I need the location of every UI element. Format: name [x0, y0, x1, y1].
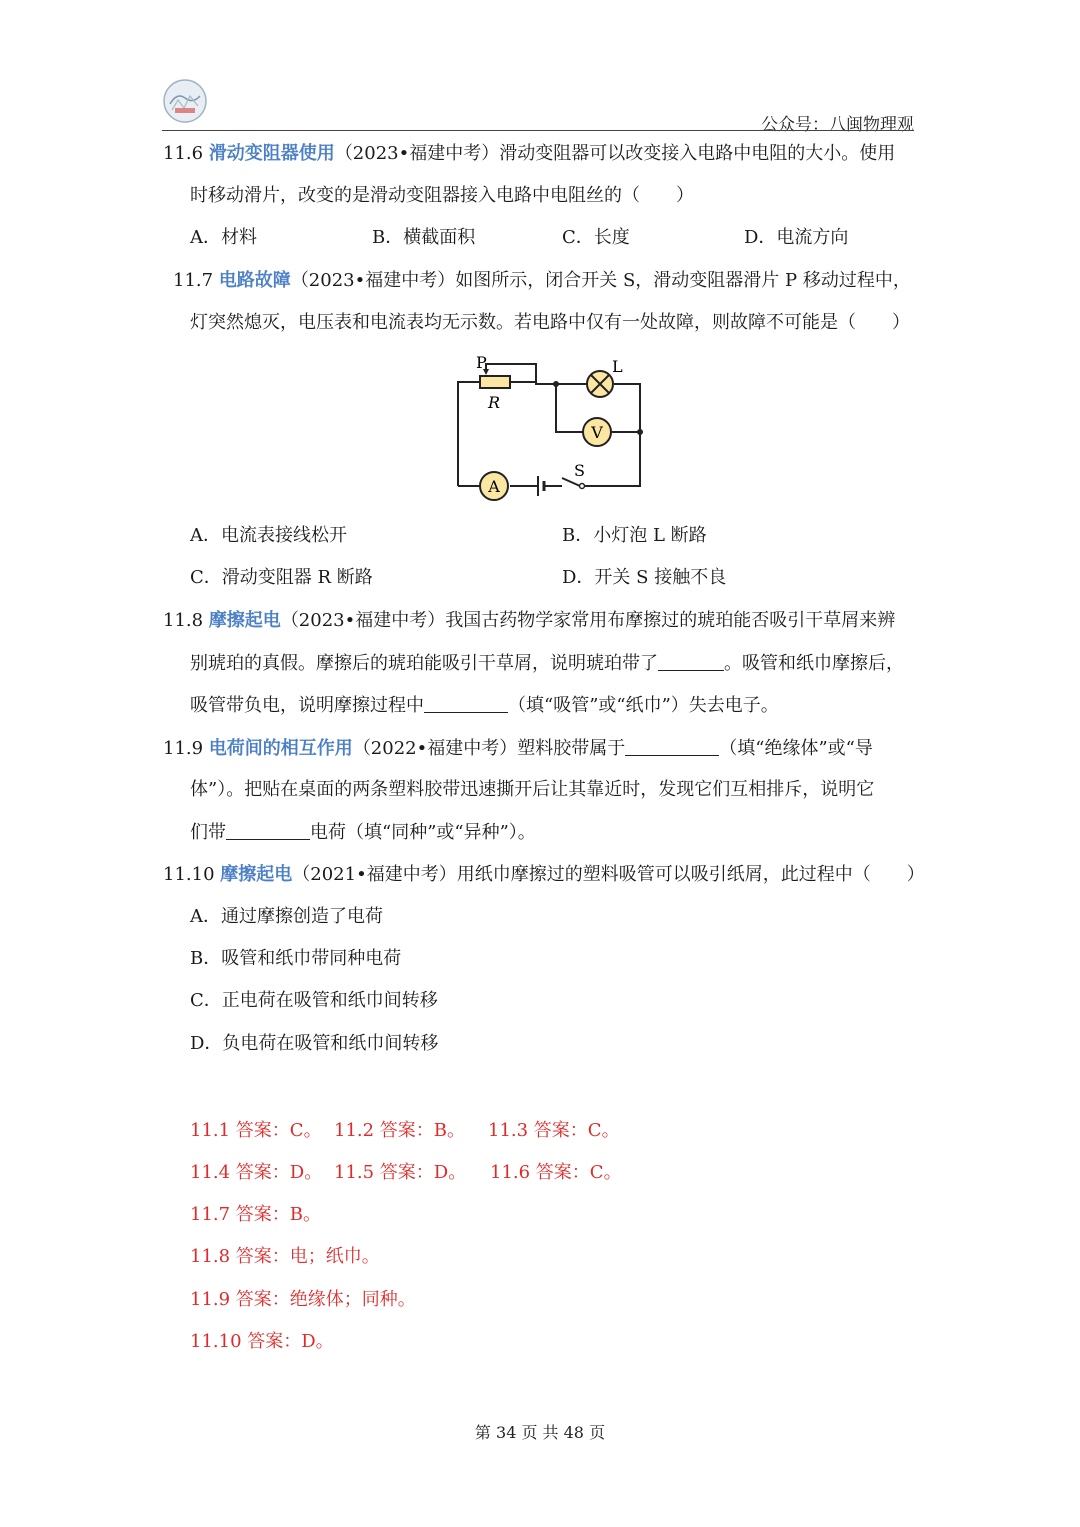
answer-11-7: 11.7 答案：B。 [190, 1204, 322, 1225]
question-11-8-line3 [190, 694, 779, 717]
resistor-label: R [488, 393, 501, 412]
question-11-7-line2: 灯突然熄灭，电压表和电流表均无示数。若电路中仅有一处故障，则故障不可能是（ ） [190, 312, 910, 333]
header-divider [162, 130, 914, 131]
option-b: B．吸管和纸巾带同种电荷 [190, 948, 402, 969]
question-text: 们带 [190, 822, 226, 843]
question-11-9-line1 [163, 737, 873, 760]
question-topic-tag: 电路故障 [218, 270, 291, 291]
question-topic-tag: 摩擦起电 [220, 864, 293, 885]
slider-label: P [476, 353, 487, 372]
answer-11-4: 11.4 答案：D。 [190, 1162, 323, 1183]
circuit-diagram [450, 352, 650, 502]
question-number: 11.10 [163, 864, 215, 885]
question-number: 11.7 [173, 270, 214, 291]
question-text: （2021•福建中考）用纸巾摩擦过的塑料吸管可以吸引纸屑，此过程中（ ） [292, 864, 925, 885]
question-number: 11.8 [163, 610, 204, 631]
ammeter-label: A [488, 477, 500, 496]
answer-11-8: 11.8 答案：电；纸巾。 [190, 1246, 380, 1267]
question-11-9-line3 [190, 821, 536, 844]
option-d: D．负电荷在吸管和纸巾间转移 [190, 1033, 439, 1054]
question-11-8-line2 [190, 652, 904, 675]
question-topic-tag: 滑动变阻器使用 [208, 143, 335, 164]
question-text: 别琥珀的真假。摩擦后的琥珀能吸引干草屑，说明琥珀带了 [190, 653, 658, 674]
answer-11-5: 11.5 答案：D。 [334, 1162, 467, 1183]
answer-blank [658, 652, 724, 671]
option-b: B．小灯泡 L 断路 [562, 525, 707, 546]
question-text: （填“吸管”或“纸巾”）失去电子。 [508, 695, 779, 716]
answer-blank [226, 821, 310, 840]
answer-blank [424, 694, 508, 713]
question-text: （2023•福建中考）我国古药物学家常用布摩擦过的琥珀能否吸引干草屑来辨 [280, 610, 896, 631]
answer-11-2: 11.2 答案：B。 [334, 1120, 466, 1141]
option-a: A．通过摩擦创造了电荷 [190, 906, 383, 927]
question-11-9-line2: 体”）。把贴在桌面的两条塑料胶带迅速撕开后让其靠近时，发现它们互相排斥，说明它 [190, 779, 875, 800]
switch-label: S [574, 461, 585, 480]
option-a: A．材料 [190, 227, 257, 248]
option-b: B．横截面积 [372, 227, 476, 248]
question-text: （2022•福建中考）塑料胶带属于 [352, 738, 626, 759]
answer-11-9: 11.9 答案：绝缘体；同种。 [190, 1289, 416, 1310]
question-11-6-line2: 时移动滑片，改变的是滑动变阻器接入电路中电阻丝的（ ） [190, 185, 694, 206]
option-d: D．开关 S 接触不良 [562, 567, 727, 588]
voltmeter-label: V [591, 423, 603, 442]
lamp-icon [587, 371, 613, 397]
question-11-10-line1 [163, 864, 925, 886]
answer-11-6: 11.6 答案：C。 [490, 1162, 622, 1183]
question-text: 吸管带负电，说明摩擦过程中 [190, 695, 424, 716]
option-c: C．正电荷在吸管和纸巾间转移 [190, 990, 438, 1011]
answer-11-10: 11.10 答案：D。 [190, 1331, 334, 1352]
question-text: 电荷（填“同种”或“异种”）。 [310, 822, 536, 843]
answer-11-3: 11.3 答案：C。 [488, 1120, 620, 1141]
question-text: 。吸管和纸巾摩擦后， [724, 653, 904, 674]
question-text: （填“绝缘体”或“导 [719, 738, 873, 759]
question-11-6-line1 [163, 143, 895, 165]
answer-blank [625, 737, 719, 756]
resistor-shape [480, 376, 510, 388]
question-text: （2023•福建中考）滑动变阻器可以改变接入电路中电阻的大小。使用 [334, 143, 896, 164]
question-11-8-line1 [163, 610, 895, 632]
option-c: C．滑动变阻器 R 断路 [190, 567, 373, 588]
option-c: C．长度 [562, 227, 630, 248]
publisher-logo-icon [162, 78, 208, 124]
question-11-7-line1 [173, 270, 911, 292]
question-topic-tag: 电荷间的相互作用 [208, 738, 353, 759]
question-number: 11.6 [163, 143, 204, 164]
question-text: （2023•福建中考）如图所示，闭合开关 S，滑动变阻器滑片 P 移动过程中， [290, 270, 911, 291]
lamp-label: L [612, 357, 623, 376]
question-number: 11.9 [163, 738, 204, 759]
option-a: A．电流表接线松开 [190, 525, 347, 546]
page-number: 第 34 页 共 48 页 [474, 1423, 606, 1442]
option-d: D．电流方向 [744, 227, 849, 248]
question-topic-tag: 摩擦起电 [208, 610, 281, 631]
account-name: 公众号：八闽物理观 [761, 115, 914, 135]
answer-11-1: 11.1 答案：C。 [190, 1120, 322, 1141]
